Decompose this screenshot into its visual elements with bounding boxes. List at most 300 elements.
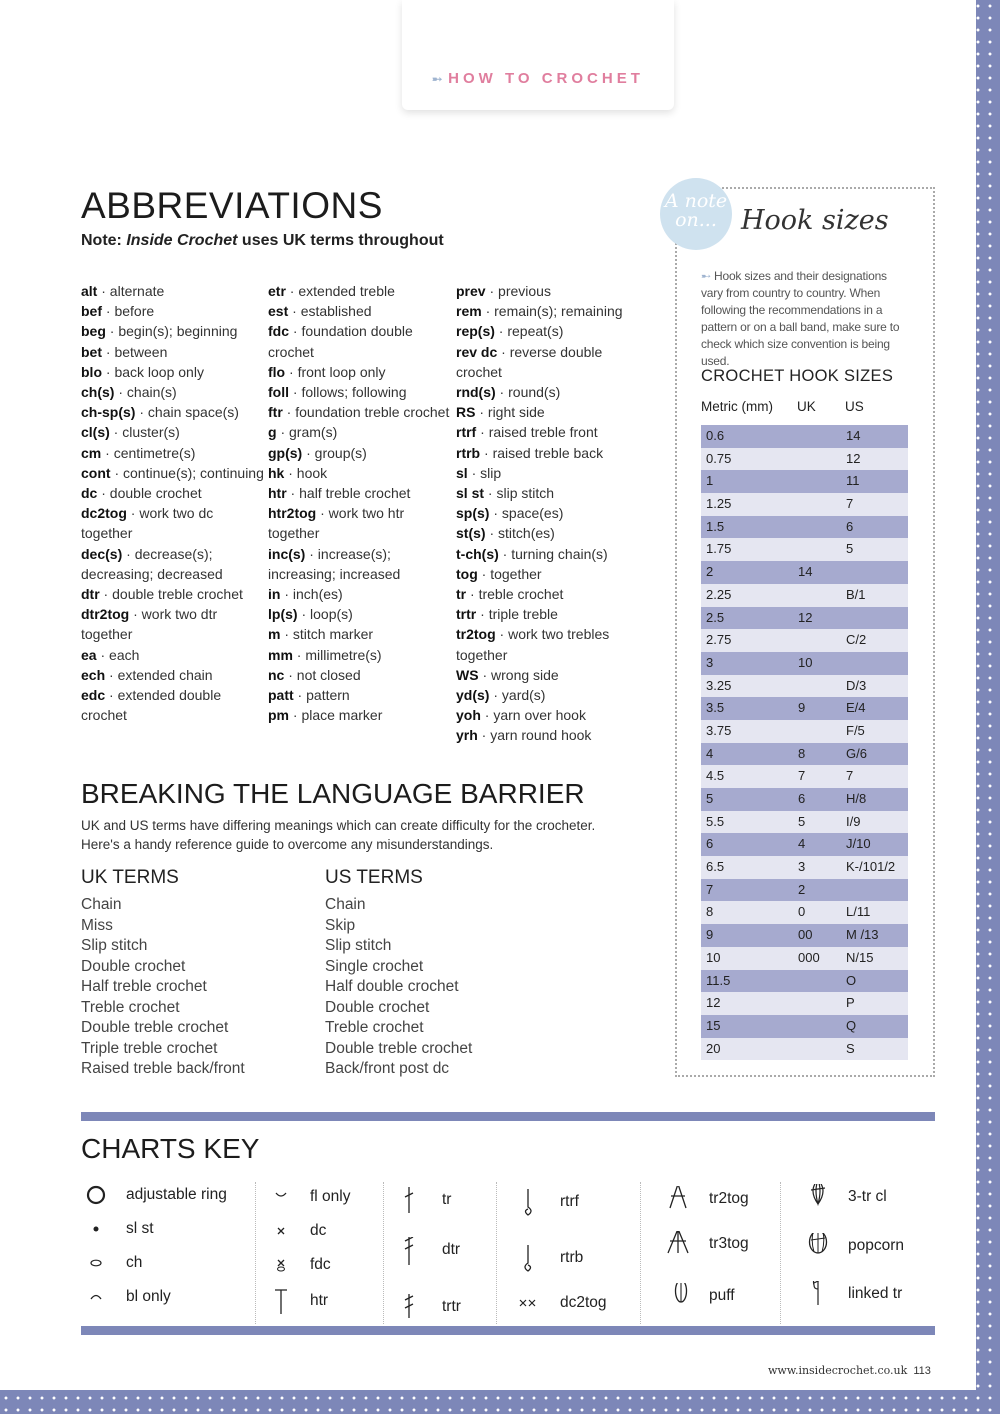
abbreviation-definition: follows; following [301, 384, 407, 401]
us-term: Treble crochet [325, 1019, 424, 1036]
hook-table-row [701, 856, 908, 879]
metric-cell: 3.25 [706, 677, 732, 693]
hook-table-row [701, 516, 908, 539]
abbreviation-item: yd(s) · yard(s) [456, 687, 546, 704]
abbreviation-code: ea [81, 646, 97, 663]
key-divider [780, 1182, 781, 1324]
foundation-dc-icon [270, 1252, 300, 1282]
htr-icon [270, 1288, 300, 1318]
abbreviation-definition: hook [296, 464, 328, 481]
abbreviation-item: sl st · slip stitch [456, 485, 555, 502]
abbreviation-definition: cluster(s) [122, 424, 180, 441]
abbreviation-code: st(s) [456, 525, 486, 542]
hook-table-row [701, 425, 908, 448]
section-tab [402, 0, 674, 110]
three-tr-cluster-icon [804, 1184, 834, 1214]
abbreviation-item: ch-sp(s) · chain space(s) [81, 404, 239, 421]
metric-cell: 3.5 [706, 700, 725, 716]
abbreviation-item: ech · extended chain [81, 666, 213, 683]
abbreviation-definition: stitch marker [292, 626, 374, 643]
abbreviation-definition: between [114, 343, 168, 360]
abbreviation-definition: chain space(s) [147, 404, 239, 421]
abbreviation-definition: alternate [109, 283, 165, 299]
us-cell: P [846, 995, 855, 1011]
abbreviation-definition: before [114, 303, 155, 320]
abbreviation-item: rnd(s) · round(s) [456, 384, 561, 401]
metric-cell: 1.75 [706, 541, 732, 557]
uk-cell: 6 [798, 791, 806, 806]
abbreviation-code: cl(s) [81, 424, 110, 441]
metric-cell: 1.5 [706, 518, 725, 534]
us-cell: C/2 [846, 632, 867, 648]
abbreviation-item: yrh · yarn round hook [456, 727, 592, 744]
abbreviation-definition: yarn over hook [493, 707, 586, 724]
abbreviation-item: prev · previous [456, 283, 551, 299]
abbreviation-item: ea · each [81, 646, 140, 663]
abbreviation-code: yoh [456, 707, 481, 724]
uk-term: Treble crochet [81, 998, 180, 1016]
abbreviation-definition: double crochet [109, 485, 202, 502]
abbreviation-code: dc [81, 485, 98, 502]
abbreviation-item: beg · begin(s); beginning [81, 323, 238, 340]
abbreviation-code: rep(s) [456, 323, 495, 340]
abbreviation-definition: front loop only [297, 363, 386, 380]
hook-table-row [701, 607, 908, 630]
abbreviation-item: alt · alternate [81, 283, 165, 299]
metric-cell: 0.75 [706, 450, 732, 466]
abbreviation-code: ech [81, 666, 106, 683]
abbreviation-item: rep(s) · repeat(s) [456, 323, 564, 340]
double-treble-icon [398, 1237, 428, 1267]
abbreviation-definition: work two htr together [268, 505, 405, 542]
abbreviation-code: dec(s) [81, 545, 123, 562]
abbreviation-item: m · stitch marker [268, 626, 374, 643]
metric-cell: 6 [706, 836, 714, 852]
us-term: Double treble crochet [325, 1039, 473, 1057]
page: ➸ HOW TO CROCHET ABBREVIATIONS Note: Inside Crochet uses UK terms throughout alt · alternate bef · before beg · begin(s); beginning bet · between blo · back loop only ch(s) · chain(s) ch-sp(s) · chain space(s) cl(s) · cluster(s) cm · centimetre(s) cont · continue(s); continuing dc · double crochet dc2tog · work two dc together dec(s) · decrease(s); decreasing; decreased dtr · double treble crochet dtr2tog · work two dtr together ea · each ech · extended chain edc · extended double crochet etr · extended treble est · established fdc · foundation double crochet flo · front loop only foll · follows; following ftr · foundation treble crochet g · gram(s) gp(s) · group(s) hk · hook htr · half treble crochet htr2tog · work two htr together inc(s) · increase(s); increasing; increased in · inch(es) lp(s) · loop(s) m · stitch marker mm · millimetre(s) nc · not closed patt · pattern pm · place marker prev · previous rem · remain(s); remaining rep(s) · repeat(s) rev dc · reverse double crochet rnd(s) · round(s) RS · right side rtrf · raised treble front rtrb · raised treble back sl · slip sl st · slip stitch sp(s) · space(es) st(s) · stitch(es) t-ch(s) · turning chain(s) tog · together tr · treble crochet trtr · triple treble tr2tog · work two trebles together WS · wrong side yd(s) · yard(s) yoh · yarn over hook yrh · yarn round hook BREAKING THE LANGUAGE BARRIER UK and US terms have differing meanings which can create difficulty for the crocheter. Here's a handy reference guide to overcome any misunderstandings. UK TERMS Chain Miss Slip stitch Double crochet Half treble crochet Treble crochet Double treble crochet Triple treble crochet Raised treble back/front US TERMS Chain Skip Slip stitch Single crochet Half double crochet Double crochet Treble crochet Double treble crochet Back/front post dc A note on... Hook sizes ➸ Hook sizes and their designations vary from country to country. When following the recommendations in a pattern or on a ball band, make sure to check which size convention is being used. CROCHET HOOK SIZES Metric (mm) UK US 0.6 14 0.75 12 1 11 1.25 7 1.5 6 1.75 5 2 14 2.25 B/1 2.5 12 2.75 C/2 3 10 3.25 D/3 3.5 9 E/4 3.75 F/5 4 8 G/6 4.5 7 7 5 6 H/8 5.5 5 I/9 6 4 J/10 6.5 3 K-/101/2 7 2 8 0 L/11 9 00 M /13 10 000 N/15 11.5 O 12 P 15 Q 20 S CHARTS KEY adjustable ring sl st ch bl only fl only dc fdc htr tr dtr trtr rtrf rtrb dc2tog tr2tog tr3tog puff 3-tr cl popcorn linked tr www.insidecrochet.co.uk 113 [0, 0, 976, 1390]
uk-term: Triple treble crochet [81, 1039, 218, 1057]
abbreviation-definition: repeat(s) [507, 323, 564, 340]
hook-table-row [701, 947, 908, 970]
abbreviation-item: g · gram(s) [268, 424, 338, 441]
metric-cell: 0.6 [706, 428, 725, 443]
uk-terms-column [81, 867, 245, 1080]
abbreviation-definition: turning chain(s) [511, 545, 608, 562]
hook-table-row [701, 992, 908, 1015]
metric-cell: 11.5 [706, 972, 731, 988]
abbreviation-definition: work two trebles together [456, 626, 610, 663]
hook-table-row [701, 901, 908, 924]
abbreviation-definition: loop(s) [310, 606, 353, 623]
abbreviation-definition: work two dc together [81, 505, 214, 542]
metric-cell: 2 [706, 564, 714, 580]
key-divider [496, 1182, 497, 1324]
abbreviation-item: bef · before [81, 303, 155, 320]
abbreviation-item: foll · follows; following [268, 384, 407, 401]
abbreviation-definition: millimetre(s) [305, 646, 382, 663]
abbreviation-item: rtrb · raised treble back [456, 444, 604, 461]
abbreviation-item: dtr2tog · work two dtr together [81, 606, 218, 643]
abbreviation-item: edc · extended double crochet [81, 687, 222, 724]
uk-cell: 14 [798, 564, 813, 580]
abbreviation-item: gp(s) · group(s) [268, 444, 367, 461]
uk-term: Chain [81, 896, 122, 913]
us-cell: E/4 [846, 700, 866, 716]
abbreviation-item: st(s) · stitch(es) [456, 525, 555, 542]
us-term: Slip stitch [325, 937, 392, 954]
hook-table-row [701, 493, 908, 516]
abbreviation-code: rem [456, 303, 482, 320]
key-divider [383, 1182, 384, 1324]
abbreviation-definition: triple treble [488, 606, 558, 623]
hook-table-row [701, 811, 908, 834]
us-cell: L/11 [846, 904, 871, 920]
abbreviation-code: beg [81, 323, 106, 340]
us-cell: 11 [846, 473, 860, 489]
abbreviation-definition: extended double crochet [81, 687, 222, 724]
abbreviation-definition: previous [498, 283, 551, 299]
raised-treble-back-icon [516, 1245, 546, 1275]
metric-cell: 3.75 [706, 722, 732, 738]
abbreviation-definition: back loop only [114, 363, 204, 380]
hook-table-row [701, 765, 908, 788]
abbreviation-definition: remain(s); remaining [494, 303, 623, 320]
hook-sizes-title: Hook sizes [741, 205, 889, 236]
abbreviation-code: ch-sp(s) [81, 404, 136, 421]
uk-term: Raised treble back/front [81, 1060, 245, 1077]
arrow-icon: ➸ [432, 72, 443, 86]
abbreviation-item: ch(s) · chain(s) [81, 384, 177, 401]
abbreviation-code: dc2tog [81, 505, 127, 522]
metric-cell: 4 [706, 745, 714, 761]
abbreviation-definition: half treble crochet [299, 485, 411, 502]
metric-cell: 2.25 [706, 586, 732, 602]
abbreviation-item: RS · right side [456, 404, 545, 421]
uk-terms-list [81, 895, 245, 1080]
column-header-metric: Metric (mm) [701, 399, 773, 414]
abbreviation-code: bef [81, 303, 102, 320]
double-crochet-icon [270, 1218, 300, 1248]
abbreviation-code: sp(s) [456, 505, 490, 522]
adjustable-ring-icon [82, 1182, 112, 1212]
abbreviation-definition: yard(s) [501, 687, 546, 704]
uk-cell: 3 [798, 859, 806, 875]
abbreviation-code: ch(s) [81, 384, 115, 401]
chain-icon [82, 1250, 112, 1280]
abbreviation-definition: right side [487, 404, 545, 421]
us-terms-column [325, 867, 472, 1080]
abbreviation-code: gp(s) [268, 444, 303, 461]
arrow-icon: ➸ [701, 269, 711, 283]
footer [768, 1364, 931, 1377]
abbreviation-code: trtr [456, 606, 477, 623]
abbreviation-item: tog · together [456, 565, 542, 582]
abbreviations-note: Note: Inside Crochet uses UK terms throughout [81, 232, 444, 249]
abbreviation-code: ftr [268, 404, 283, 421]
abbreviation-definition: pattern [306, 687, 350, 704]
uk-cell: 0 [798, 904, 806, 920]
hook-table-row [701, 629, 908, 652]
abbreviation-item: t-ch(s) · turning chain(s) [456, 545, 608, 562]
uk-cell: 12 [798, 609, 813, 625]
abbreviation-definition: increase(s); increasing; increased [268, 545, 401, 582]
us-term: Half double crochet [325, 978, 459, 995]
hook-table-row [701, 561, 908, 584]
hook-table-row [701, 1015, 908, 1038]
abbreviation-item: etr · extended treble [268, 283, 395, 299]
uk-term: Double treble crochet [81, 1019, 229, 1036]
back-loop-icon [82, 1284, 112, 1314]
abbreviation-code: g [268, 424, 277, 441]
uk-cell: 9 [798, 700, 806, 716]
abbreviation-definition: stitch(es) [498, 525, 555, 542]
abbreviation-code: tr [456, 586, 467, 603]
abbreviations-column-2 [268, 281, 453, 725]
abbreviation-item: mm · millimetre(s) [268, 646, 382, 663]
metric-cell: 3 [706, 654, 714, 670]
uk-cell: 5 [798, 813, 806, 829]
front-loop-icon [270, 1184, 300, 1214]
us-cell: 7 [846, 768, 854, 784]
abbreviation-code: pm [268, 707, 289, 724]
us-term: Back/front post dc [325, 1060, 450, 1077]
abbreviation-definition: gram(s) [289, 424, 338, 441]
abbreviation-item: rev dc · reverse double crochet [456, 343, 603, 380]
abbreviation-code: blo [81, 363, 102, 380]
abbreviation-code: cm [81, 444, 102, 461]
us-terms-heading: US TERMS [325, 867, 423, 888]
hook-table-row [701, 879, 908, 902]
us-term: Single crochet [325, 957, 424, 975]
footer-url[interactable]: www.insidecrochet.co.uk [768, 1364, 908, 1377]
abbreviation-definition: foundation double crochet [268, 323, 413, 360]
hook-table-row [701, 652, 908, 675]
hook-table-row [701, 584, 908, 607]
charts-key-top-bar [81, 1112, 935, 1121]
triple-treble-icon [398, 1294, 428, 1324]
abbreviation-item: cl(s) · cluster(s) [81, 424, 180, 441]
uk-cell: 8 [798, 745, 806, 761]
abbreviation-definition: extended treble [298, 283, 395, 299]
metric-cell: 2.5 [706, 609, 725, 625]
abbreviation-code: patt [268, 687, 294, 704]
abbreviation-code: est [268, 303, 289, 320]
abbreviation-code: etr [268, 283, 286, 299]
us-term: Chain [325, 896, 366, 913]
abbreviation-code: flo [268, 363, 286, 380]
abbreviation-code: sl [456, 464, 468, 481]
abbreviation-code: cont [81, 464, 111, 481]
popcorn-icon [804, 1233, 834, 1263]
metric-cell: 6.5 [706, 859, 725, 875]
abbreviation-definition: inch(es) [292, 586, 343, 603]
us-cell: D/3 [846, 677, 867, 693]
key-divider [255, 1182, 256, 1324]
abbreviation-code: alt [81, 283, 98, 299]
slip-stitch-icon [82, 1216, 112, 1246]
uk-term: Half treble crochet [81, 978, 207, 995]
metric-cell: 4.5 [706, 768, 725, 784]
abbreviation-code: hk [268, 464, 285, 481]
abbreviation-code: WS [456, 666, 479, 683]
us-term: Double crochet [325, 998, 430, 1016]
abbreviation-code: dtr [81, 586, 100, 603]
abbreviation-definition: round(s) [508, 384, 561, 401]
abbreviation-definition: established [300, 303, 372, 320]
abbreviation-definition: chain(s) [126, 384, 177, 401]
abbreviation-item: cm · centimetre(s) [81, 444, 196, 461]
abbreviation-item: dec(s) · decrease(s); decreasing; decreased [81, 545, 223, 582]
hook-table-row [701, 1038, 908, 1061]
abbreviation-code: edc [81, 687, 106, 704]
abbreviation-item: ftr · foundation treble crochet [268, 404, 450, 421]
uk-cell: 4 [798, 836, 806, 852]
us-cell: K-/101/2 [846, 859, 896, 875]
metric-cell: 12 [706, 995, 721, 1011]
abbreviation-definition: double treble crochet [112, 586, 243, 603]
abbreviation-item: sp(s) · space(es) [456, 505, 564, 522]
abbreviation-code: t-ch(s) [456, 545, 499, 562]
abbreviation-item: dc · double crochet [81, 485, 202, 502]
treble-icon [398, 1187, 428, 1217]
metric-cell: 20 [706, 1040, 721, 1056]
column-header-uk: UK [797, 399, 816, 414]
abbreviation-definition: treble crochet [478, 586, 564, 603]
metric-cell: 1 [706, 473, 714, 489]
abbreviation-code: mm [268, 646, 293, 663]
uk-cell: 7 [798, 768, 806, 784]
uk-cell: 10 [798, 654, 813, 670]
hook-table-row [701, 970, 908, 993]
abbreviation-code: rnd(s) [456, 384, 496, 401]
metric-cell: 5 [706, 791, 714, 806]
abbreviation-definition: place marker [301, 707, 383, 724]
hook-table-row [701, 788, 908, 811]
abbreviation-item: sl · slip [456, 464, 502, 481]
abbreviations-column-3 [456, 281, 631, 746]
abbreviation-definition: slip [480, 464, 502, 481]
abbreviation-code: htr [268, 485, 287, 502]
tr2tog-icon [665, 1186, 695, 1216]
metric-cell: 2.75 [706, 632, 732, 648]
abbreviation-definition: not closed [296, 666, 361, 683]
us-term: Skip [325, 916, 356, 934]
abbreviation-item: flo · front loop only [268, 363, 386, 380]
abbreviation-item: pm · place marker [268, 707, 383, 724]
abbreviations-column-1 [81, 281, 266, 725]
us-cell: 5 [846, 541, 854, 557]
abbreviation-item: inc(s) · increase(s); increasing; increased [268, 545, 401, 582]
abbreviation-code: lp(s) [268, 606, 298, 623]
us-cell: Q [846, 1017, 857, 1033]
us-cell: 12 [846, 450, 861, 466]
barrier-description: UK and US terms have differing meanings which can create difficulty for the crocheter. Here's a handy reference guide to overcome any misunderstandings. [81, 818, 596, 852]
abbreviation-code: sl st [456, 485, 485, 502]
us-cell: S [846, 1040, 855, 1056]
abbreviation-definition: together [490, 565, 542, 582]
abbreviation-code: htr2tog [268, 505, 317, 522]
abbreviation-item: nc · not closed [268, 666, 361, 683]
us-cell: I/9 [846, 813, 861, 829]
abbreviation-code: in [268, 586, 281, 603]
uk-cell: 2 [798, 881, 806, 897]
abbreviation-item: patt · pattern [268, 687, 350, 704]
us-cell: O [846, 972, 857, 988]
uk-term: Slip stitch [81, 937, 148, 954]
abbreviation-definition: centimetre(s) [113, 444, 196, 461]
abbreviation-code: dtr2tog [81, 606, 130, 623]
us-cell: 14 [846, 428, 861, 443]
tr3tog-icon [665, 1231, 695, 1261]
abbreviation-code: rtrb [456, 444, 481, 461]
hook-table-row [701, 675, 908, 698]
abbreviation-code: rtrf [456, 424, 477, 441]
metric-cell: 9 [706, 927, 714, 943]
abbreviation-code: RS [456, 404, 476, 421]
page-number: 113 [913, 1365, 931, 1377]
abbreviation-definition: space(es) [501, 505, 564, 522]
uk-term: Miss [81, 916, 113, 934]
abbreviation-code: nc [268, 666, 285, 683]
uk-cell: 000 [798, 949, 820, 965]
abbreviation-definition: raised treble back [492, 444, 604, 461]
dc2tog-icon [516, 1290, 546, 1320]
abbreviation-definition: begin(s); beginning [118, 323, 238, 340]
abbreviation-item: htr · half treble crochet [268, 485, 411, 502]
abbreviation-code: tog [456, 565, 478, 582]
abbreviation-item: dc2tog · work two dc together [81, 505, 214, 542]
abbreviation-item: WS · wrong side [456, 666, 559, 683]
abbreviation-code: tr2tog [456, 626, 496, 643]
abbreviation-item: hk · hook [268, 464, 328, 481]
abbreviation-definition: yarn round hook [490, 727, 592, 744]
hook-table-row [701, 697, 908, 720]
abbreviation-item: trtr · triple treble [456, 606, 558, 623]
metric-cell: 5.5 [706, 813, 725, 829]
charts-key-bottom-bar [81, 1326, 935, 1335]
us-cell: G/6 [846, 745, 867, 761]
hook-table-row [701, 448, 908, 471]
abbreviation-item: rem · remain(s); remaining [456, 303, 623, 320]
hook-table-row [701, 470, 908, 493]
hook-table-row [701, 924, 908, 947]
abbreviation-item: blo · back loop only [81, 363, 204, 380]
us-cell: H/8 [846, 791, 867, 806]
abbreviation-item: lp(s) · loop(s) [268, 606, 353, 623]
abbreviation-definition: group(s) [314, 444, 367, 461]
abbreviation-item: cont · continue(s); continuing [81, 464, 264, 481]
abbreviation-code: yd(s) [456, 687, 490, 704]
abbreviation-item: in · inch(es) [268, 586, 343, 603]
abbreviation-code: m [268, 626, 281, 643]
abbreviation-item: htr2tog · work two htr together [268, 505, 405, 542]
us-cell: 6 [846, 518, 854, 534]
abbreviation-item: tr2tog · work two trebles together [456, 626, 610, 663]
hook-table-title: CROCHET HOOK SIZES [701, 367, 894, 385]
abbreviation-item: rtrf · raised treble front [456, 424, 598, 441]
abbreviation-code: prev [456, 283, 486, 299]
abbreviation-item: yoh · yarn over hook [456, 707, 586, 724]
column-header-us: US [845, 399, 864, 414]
metric-cell: 1.25 [706, 496, 732, 512]
us-cell: F/5 [846, 722, 865, 738]
metric-cell: 15 [706, 1017, 721, 1033]
raised-treble-front-icon [516, 1189, 546, 1219]
abbreviation-item: dtr · double treble crochet [81, 586, 243, 603]
us-cell: J/10 [846, 836, 871, 852]
us-cell: B/1 [846, 586, 866, 602]
a-note-badge: A note on... [660, 178, 732, 250]
